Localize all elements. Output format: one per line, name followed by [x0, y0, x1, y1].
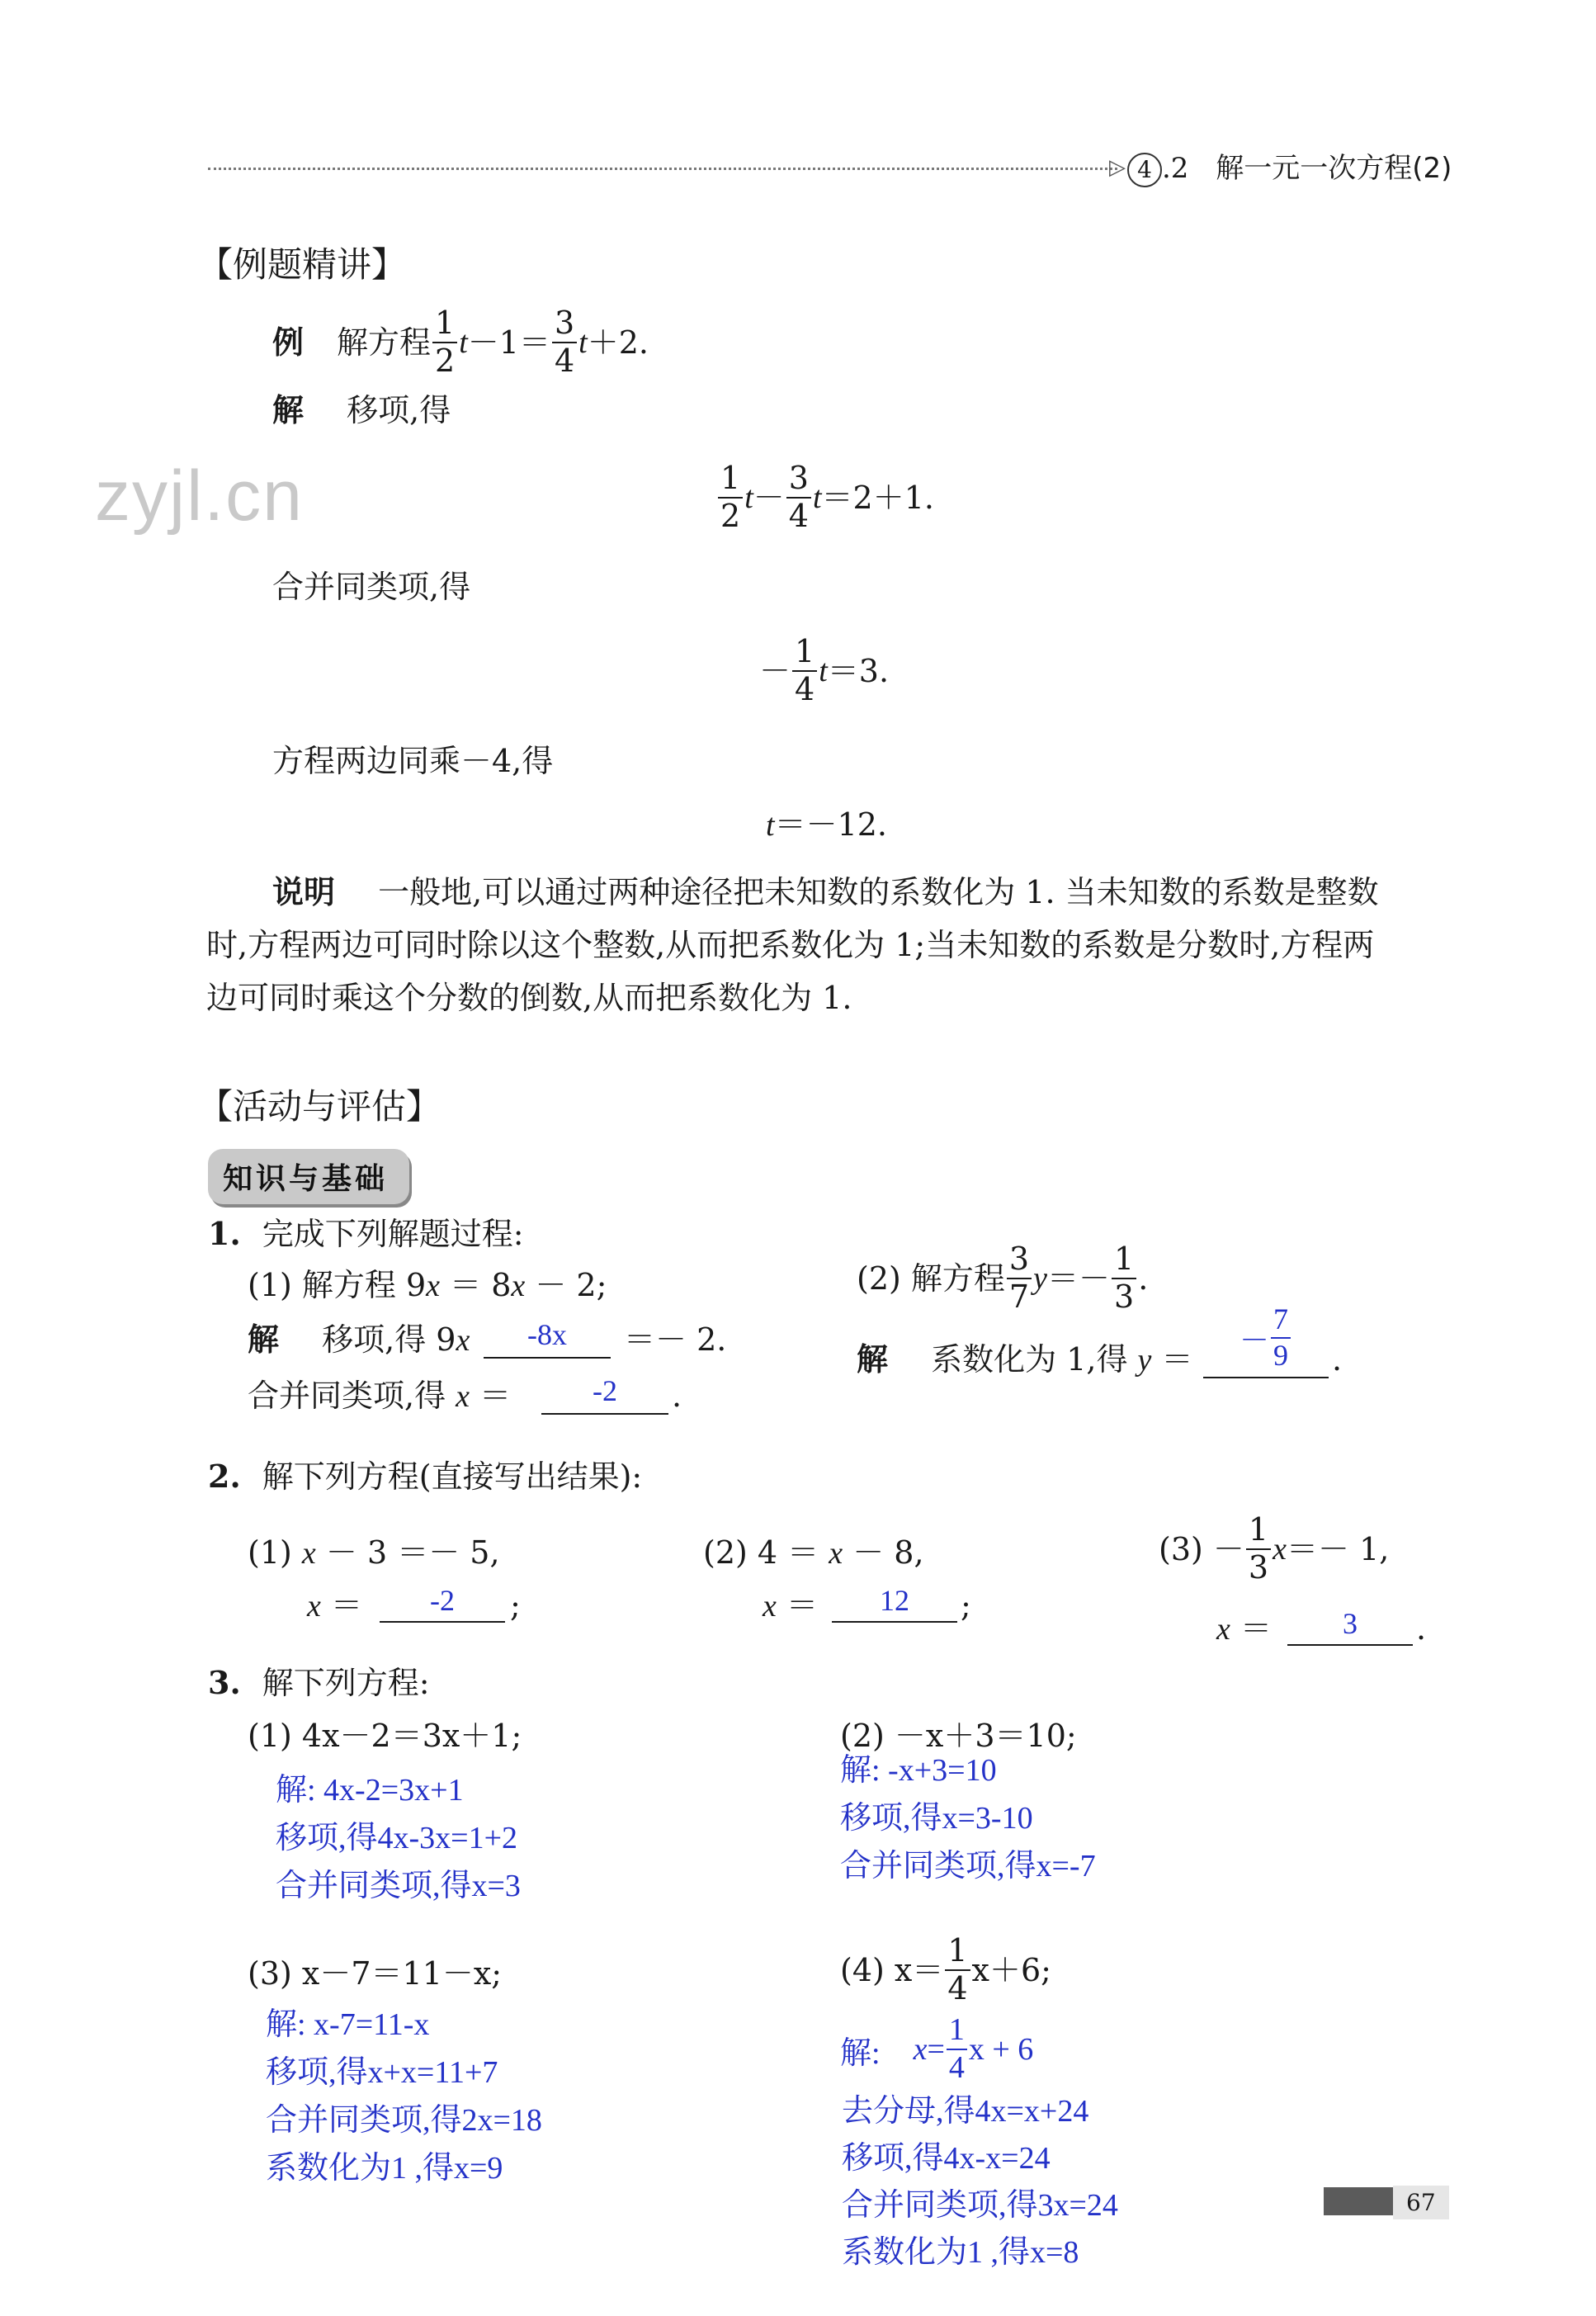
solution-step2: 合并同类项,得 [272, 569, 471, 605]
q2-title: 2. 解下列方程(直接写出结果): [208, 1458, 643, 1495]
q1-part1-step2-end: . [672, 1378, 682, 1414]
q3-part1-solution: 解: 4x-2=3x+1 移项,得4x-3x=1+2 合并同类项,得x=3 [276, 1773, 521, 1903]
solution-step3: 方程两边同乘－4,得 [272, 743, 554, 779]
q2-part1-end: ; [510, 1587, 521, 1624]
q3-part4-solution-first: 解: x = $\frac{1}{4}$ x + 6 [840, 2012, 1034, 2085]
header-title: 解一元一次方程(2) [1216, 152, 1452, 185]
q2-part2-answer: 12 [880, 1584, 909, 1617]
q1-part1-blank2[interactable] [541, 1413, 668, 1415]
example-heading: 【例题精讲】 [198, 244, 407, 285]
q1-part1-answer2: -2 [593, 1374, 617, 1407]
q1-part2-answer: － $\frac{7}{9}$ [1239, 1301, 1292, 1375]
q3-part3-equation: (3) x－7＝11－x; [248, 1955, 503, 1992]
q1-part1-equation: (1) 解方程 9x ＝ 8x － 2; [248, 1267, 607, 1303]
q2-part2-blank[interactable] [832, 1621, 957, 1623]
chapter-circled: 4 [1127, 153, 1162, 187]
q1-part2-step-end: . [1332, 1341, 1343, 1378]
header-rule [208, 168, 1117, 170]
q3-part4-solution: 去分母,得4x=x+24 移项,得4x-x=24 合并同类项,得3x=24 系数化为1 ,得x=8 [842, 2094, 1118, 2270]
page-number-tab [1324, 2187, 1393, 2215]
q1-part1-step1: 解 移项,得 9x [248, 1321, 470, 1358]
note-line-2: 时,方程两边可同时除以这个整数,从而把系数化为 1;当未知数的系数是分数时,方程两 [206, 927, 1375, 963]
q2-part2-x: x ＝ [763, 1587, 818, 1624]
q3-title: 3. 解下列方程: [208, 1664, 430, 1701]
q2-part2-equation: (2) 4 ＝ x － 8, [703, 1534, 924, 1571]
fraction-3-4: $\frac{3}{4}$ [552, 307, 577, 378]
example-prompt: 例 解方程 $\frac{1}{2}$ t －1＝ $\frac{3}{4}$ t ＋2. [272, 305, 649, 379]
note-line-1: 说明 一般地,可以通过两种途径把未知数的系数化为 1. 当未知数的系数是整数 [272, 873, 1379, 910]
q3-part2-solution: 解: -x+3=10 移项,得x=3-10 合并同类项,得x=-7 [840, 1753, 1096, 1884]
q1-part1-blank1[interactable] [484, 1357, 611, 1359]
equation-step1: $\frac{1}{2}$ t － $\frac{3}{4}$ t ＝2＋1. [716, 462, 934, 533]
q1-part2-step: 解 系数化为 1,得 y ＝ [857, 1340, 1193, 1378]
activity-heading: 【活动与评估】 [198, 1086, 441, 1127]
page-number: 67 [1393, 2186, 1449, 2219]
q2-part3-answer: 3 [1343, 1607, 1358, 1640]
equation-step3: t＝－12. [766, 806, 887, 843]
solution-step1: 解 移项,得 [272, 391, 451, 428]
q1-part1-step1-end: ＝－ 2. [624, 1321, 727, 1358]
note-line-3: 边可同时乘这个分数的倒数,从而把系数化为 1. [206, 980, 852, 1016]
q1-part1-step2: 合并同类项,得 x ＝ [248, 1378, 512, 1414]
q1-title: 1. 完成下列解题过程: [208, 1215, 524, 1252]
q3-part3-solution: 解: x-7=11-x 移项,得x+x=11+7 合并同类项,得2x=18 系数化为1 ,得x=9 [266, 2007, 542, 2186]
header-arrow-icon: ▷ [1109, 155, 1126, 180]
q1-part1-answer1: -8x [527, 1318, 567, 1351]
watermark: zyjl.cn [95, 456, 304, 536]
q2-part1-blank[interactable] [380, 1621, 505, 1623]
q2-part1-answer: -2 [430, 1584, 455, 1617]
fraction-1-2: $\frac{1}{2}$ [432, 307, 457, 378]
q2-part3-end: . [1416, 1610, 1427, 1647]
q2-part2-end: ; [961, 1587, 971, 1624]
q3-part4-equation: (4) x＝ $\frac{1}{4}$ x＋6; [840, 1932, 1051, 2006]
q2-part1-x: x ＝ [307, 1587, 362, 1624]
knowledge-badge: 知识与基础 [208, 1149, 409, 1204]
header-section: 4 .2 解一元一次方程(2) [1127, 153, 1452, 187]
q2-part3-blank[interactable] [1287, 1644, 1413, 1646]
q3-part1-equation: (1) 4x－2＝3x＋1; [248, 1718, 522, 1754]
q2-part3-x: x ＝ [1216, 1610, 1272, 1647]
q2-part3-equation: (3) － $\frac{1}{3}$ x ＝－ 1, [1159, 1511, 1390, 1586]
q2-part1-equation: (1) x － 3 ＝－ 5, [248, 1534, 500, 1571]
equation-step2: － $\frac{1}{4}$ t ＝3. [759, 633, 890, 707]
q1-part2-equation: (2) 解方程 $\frac{3}{7}$ y ＝－ $\frac{1}{3}$ . [857, 1241, 1149, 1315]
q1-part2-blank[interactable] [1203, 1377, 1329, 1378]
q3-part2-equation: (2) －x＋3＝10; [840, 1718, 1077, 1754]
